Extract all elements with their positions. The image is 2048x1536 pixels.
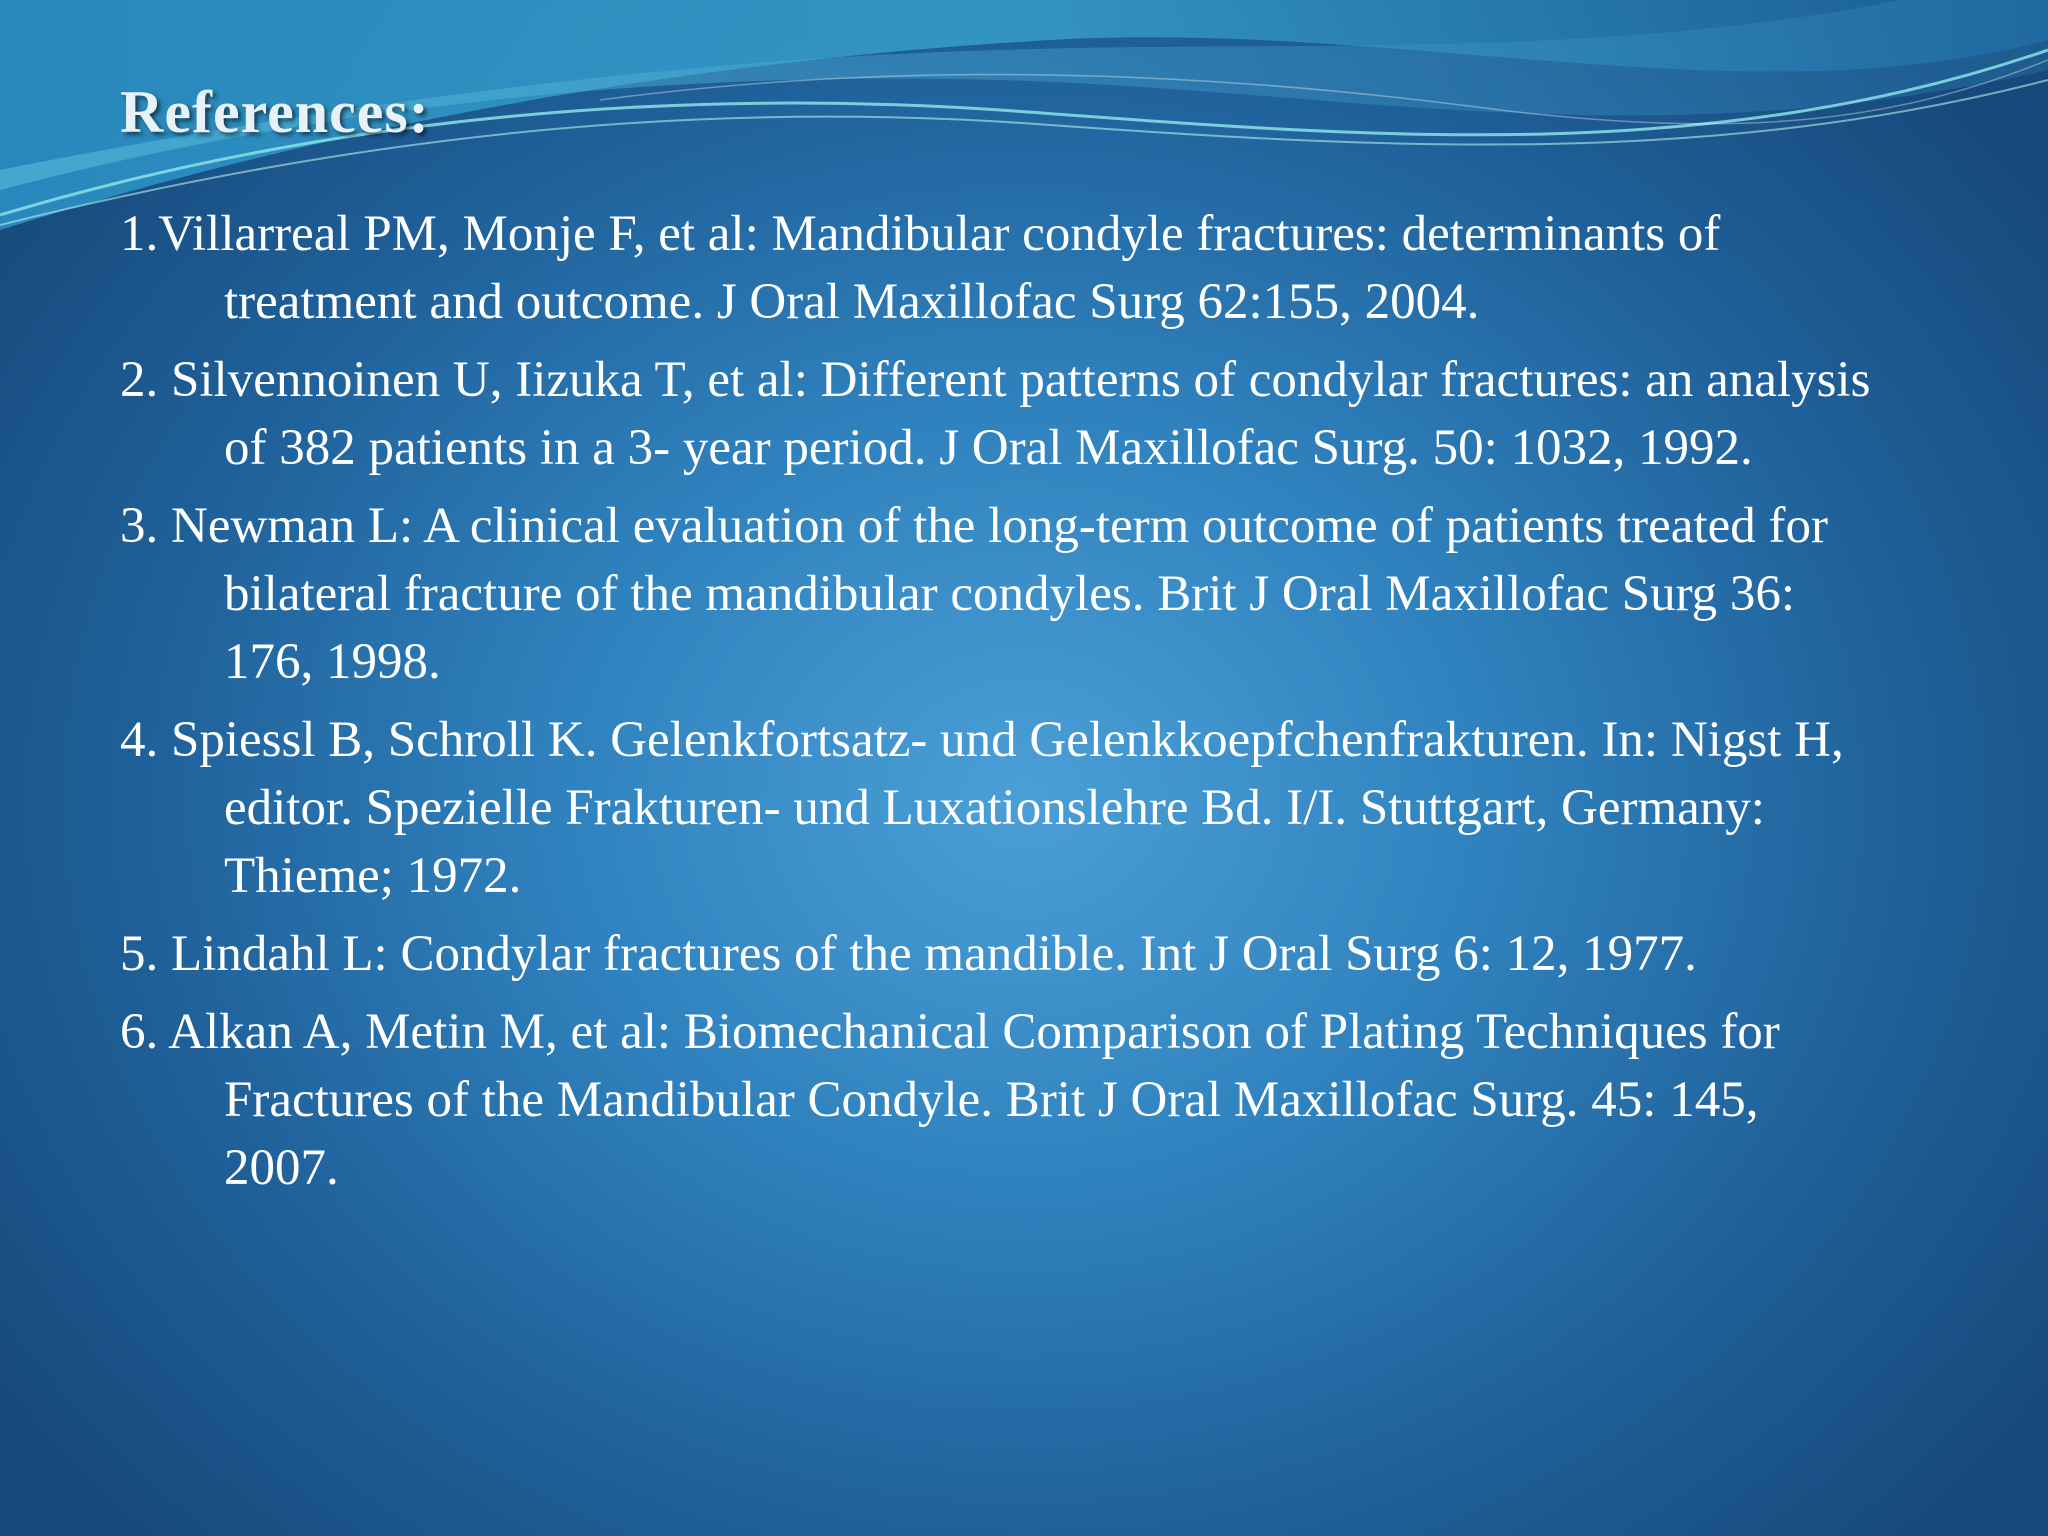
- slide-title: References:: [120, 79, 430, 145]
- reference-item-5: 5. Lindahl L: Condylar fractures of the mandible. Int J Oral Surg 6: 12, 1977.: [120, 926, 1697, 982]
- reference-list: [120, 200, 1880, 1212]
- reference-item-1: 1.Villarreal PM, Monje F, et al: Mandibular condyle fractures: determinants of treatment and outcome. J Oral Maxillofac Surg 62:155, 2004.: [120, 206, 1721, 330]
- reference-item-3: 3. Newman L: A clinical evaluation of the long-term outcome of patients treated for bilateral fracture of the mandibular condyles. Brit J Oral Maxillofac Surg 36: 176, 1998.: [120, 498, 1828, 690]
- reference-item-2: 2. Silvennoinen U, Iizuka T, et al: Different patterns of condylar fractures: an analysis of 382 patients in a 3- year period. J Oral Maxillofac Surg. 50: 1032, 1992.: [120, 352, 1871, 476]
- reference-item-4: 4. Spiessl B, Schroll K. Gelenkfortsatz- und Gelenkkoepfchenfrakturen. In: Nigst H, editor. Spezielle Frakturen- und Luxationslehre Bd. I/I. Stuttgart, Germany: Thieme; 1972.: [120, 712, 1844, 904]
- reference-item-6: 6. Alkan A, Metin M, et al: Biomechanical Comparison of Plating Techniques for Fractures of the Mandibular Condyle. Brit J Oral Maxillofac Surg. 45: 145, 2007.: [120, 1004, 1780, 1196]
